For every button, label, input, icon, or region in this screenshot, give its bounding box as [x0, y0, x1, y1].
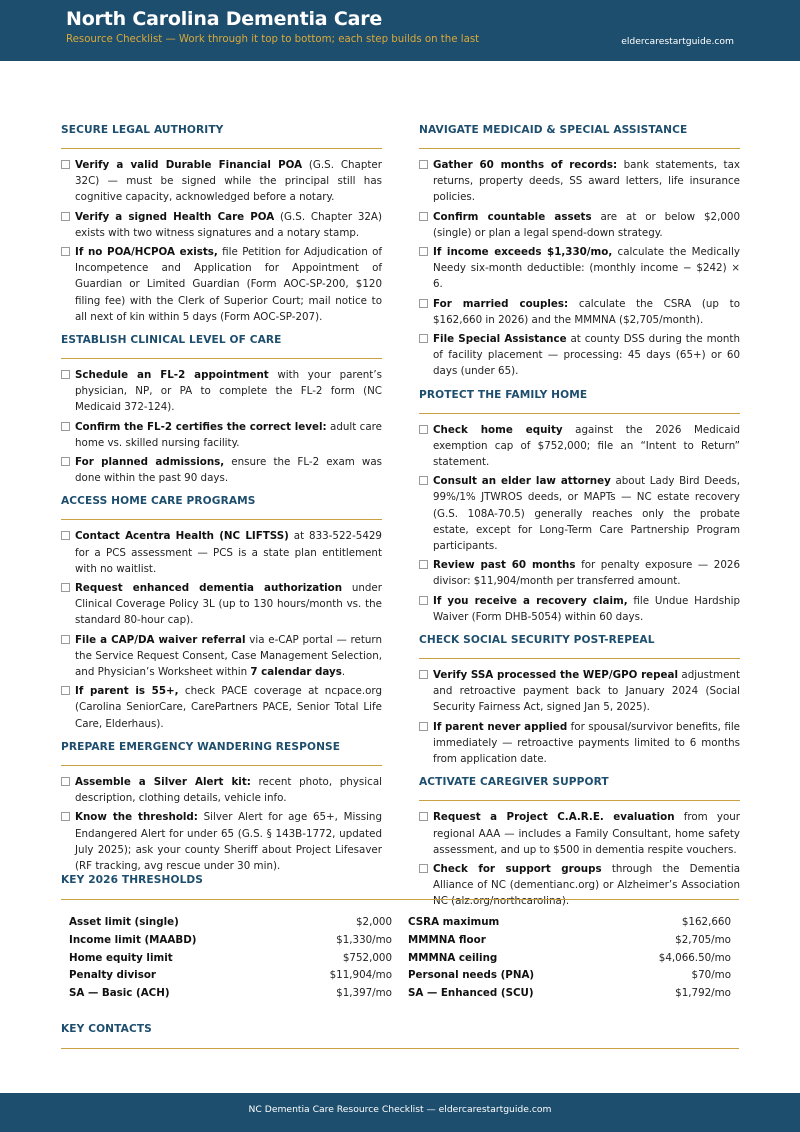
checklist-item [61, 454, 382, 486]
checklist-items [419, 667, 740, 776]
item-text: recent photo, physical description, clothing details, vehicle info. [75, 775, 382, 805]
threshold-row [69, 950, 392, 968]
checkbox[interactable] [61, 686, 70, 695]
threshold-label: CSRA maximum [408, 916, 500, 928]
page-footer [0, 1093, 800, 1132]
checklist-item [61, 580, 382, 629]
checkbox[interactable] [61, 635, 70, 644]
thresholds-left-column [69, 914, 392, 1003]
item-text: ensure the FL-2 exam was done within the past 90 days. [75, 456, 382, 485]
item-heading: Review past 60 months [433, 559, 576, 572]
item-text: from your regional AAA — includes a Family Consultant, home safety assessment, and up to $500 in dementia respite vouchers. [433, 811, 740, 856]
checklist-section [61, 741, 382, 883]
checklist-items [61, 774, 382, 883]
checklist-item [61, 367, 382, 416]
checklist-item [419, 296, 740, 328]
item-text: adult care home vs. skilled nursing facility. [75, 420, 382, 449]
checkbox[interactable] [419, 812, 428, 821]
checklist-items [419, 157, 740, 389]
item-heading: Know the threshold: [75, 811, 198, 824]
thresholds-grid [61, 914, 739, 1003]
checkbox[interactable] [61, 422, 70, 431]
checklist-item [61, 683, 382, 732]
threshold-label: SA — Enhanced (SCU) [408, 987, 534, 1000]
threshold-row [408, 967, 731, 985]
threshold-row [69, 914, 392, 932]
threshold-value: $1,397/mo [336, 987, 392, 1000]
checklist-item [61, 244, 382, 325]
item-heading: Verify a valid Durable Financial POA [75, 159, 303, 171]
item-text: Silver Alert for age 65+, Missing Endangered Alert for under 65 (G.S. § 143B-1772, updated July 2025); ask your county Sheriff about Project Lifesaver (RF tracking, avg rescue under 30 min). [75, 811, 382, 872]
threshold-row [408, 950, 731, 968]
item-heading: Check home equity [433, 423, 563, 436]
checklist-item [61, 209, 382, 241]
item-text: calculate the Medically Needy six-month deductible: (monthly income − $242) × 6. [433, 246, 740, 291]
item-text: (G.S. Chapter 32C) — must be signed while the principal still has cognitive capacity, acknowledged before a notary. [75, 159, 382, 204]
checkbox[interactable] [419, 299, 428, 308]
item-heading: Consult an elder law attorney [433, 475, 611, 488]
item-text: adjustment and retroactive payment back to January 2024 (Social Security Fairness Act, signed Jan 5, 2025). [433, 669, 740, 714]
checklist-item [419, 157, 740, 206]
item-heading: If income exceeds $1,330/mo, [433, 246, 613, 259]
item-text: for penalty exposure — 2026 divisor: $11,904/month per transferred amount. [433, 559, 740, 588]
checklist-section [419, 634, 740, 776]
page-header [0, 0, 800, 61]
checklist-item [419, 473, 740, 554]
item-heading: Request enhanced dementia authorization [75, 582, 343, 595]
checklist-items [61, 528, 382, 740]
checklist-item [419, 593, 740, 625]
checklist-item [61, 528, 382, 577]
checklist-items [61, 157, 382, 334]
section-title: CHECK SOCIAL SECURITY POST-REPEAL [419, 634, 740, 659]
threshold-label: Home equity limit [69, 951, 173, 964]
checkbox[interactable] [419, 864, 428, 873]
threshold-value: $70/mo [691, 969, 731, 982]
item-heading: Request a Project C.A.R.E. evaluation [433, 811, 675, 824]
item-text: calculate the CSRA (up to $162,660 in 2026) and the MMMNA ($2,705/month). [433, 297, 740, 326]
thresholds-right-column [408, 914, 731, 1003]
checklist-item [61, 157, 382, 206]
page-subtitle: Resource Checklist — Work through it top to bottom; each step builds on the last [66, 34, 480, 45]
contacts-section [61, 1023, 739, 1063]
checkbox[interactable] [419, 212, 428, 221]
checklist-items [419, 422, 740, 634]
checklist-item [419, 244, 740, 293]
section-title: NAVIGATE MEDICAID & SPECIAL ASSISTANCE [419, 124, 740, 149]
checkbox[interactable] [419, 560, 428, 569]
item-text: file Petition for Adjudication of Incompetence and Application for Appointment of Guardian or Limited Guardian (Form AOC-SP-200, $120 filing fee) with the Clerk of Superior Court; mail notice to all next of kin within 5 days (Form AOC-SP-207). [75, 246, 382, 323]
item-heading: For planned admissions, [75, 456, 225, 469]
checkbox[interactable] [419, 425, 428, 434]
threshold-value: $11,904/mo [329, 969, 392, 982]
checklist-item [61, 809, 382, 874]
checkbox[interactable] [419, 334, 428, 343]
checkbox[interactable] [61, 583, 70, 592]
footer-text: NC Dementia Care Resource Checklist — eldercarestartguide.com [248, 1104, 552, 1115]
checkbox[interactable] [61, 212, 70, 221]
item-heading: If parent is 55+, [75, 685, 179, 698]
checklist-section [61, 495, 382, 740]
item-heading: Schedule an FL-2 appointment [75, 369, 269, 382]
item-heading: Contact Acentra Health (NC LIFTSS) [75, 530, 289, 543]
item-text: at 833-522-5429 for a PCS assessment — PCS is a state plan entitlement with no waitlist. [75, 530, 382, 575]
contacts-title: KEY CONTACTS [61, 1023, 739, 1049]
threshold-value: $2,000 [355, 916, 392, 928]
checklist-section [419, 389, 740, 634]
section-title: PROTECT THE FAMILY HOME [419, 389, 740, 414]
item-text: for spousal/survivor benefits, file immediately — retroactive payments limited to 6 months from application date. [433, 720, 741, 766]
checkbox[interactable] [419, 722, 428, 731]
checkbox[interactable] [61, 247, 70, 256]
checklist-item [419, 209, 740, 241]
checklist-item [61, 632, 382, 681]
checklist-item [419, 667, 740, 716]
checkbox[interactable] [419, 670, 428, 679]
checklist-item [419, 809, 740, 858]
checkbox[interactable] [61, 812, 70, 821]
threshold-label: MMMNA ceiling [408, 951, 498, 964]
item-text: through the Dementia Alliance of NC (dementianc.org) or Alzheimer’s Association NC (alz.org/northcarolina). [433, 862, 741, 908]
header-site-link[interactable]: eldercarestartguide.com [621, 36, 734, 47]
section-title: SECURE LEGAL AUTHORITY [61, 124, 382, 149]
threshold-value: $2,705/mo [675, 933, 731, 946]
item-text: via e-CAP portal — return the Service Request Consent, Case Management Selection, and Physician’s Worksheet within [75, 633, 382, 679]
threshold-value: $1,330/mo [336, 933, 392, 946]
item-heading: Verify SSA processed the WEP/GPO repeal [433, 669, 678, 682]
item-heading: Verify a signed Health Care POA [75, 210, 275, 223]
item-text-tail: . [341, 666, 346, 679]
threshold-value: $162,660 [681, 916, 731, 928]
item-heading: Check for support groups [433, 862, 602, 875]
left-column [61, 124, 382, 883]
threshold-value: $752,000 [342, 951, 392, 964]
checklist-item [419, 719, 740, 768]
item-text: check PACE coverage at ncpace.org (Carolina SeniorCare, CarePartners PACE, Senior Total Life Care, Elderhaus). [75, 685, 382, 730]
threshold-label: MMMNA floor [408, 933, 486, 946]
item-heading: Assemble a Silver Alert kit: [75, 775, 251, 788]
item-text: bank statements, tax returns, property deeds, SS award letters, life insurance policies. [433, 159, 741, 204]
threshold-row [69, 967, 392, 985]
threshold-row [408, 985, 731, 1003]
right-column [419, 124, 740, 919]
threshold-label: Income limit (MAABD) [69, 933, 197, 946]
checkbox[interactable] [419, 160, 428, 169]
section-title: ESTABLISH CLINICAL LEVEL OF CARE [61, 334, 382, 359]
item-text: against the 2026 Medicaid exemption cap of $752,000; file an “Intent to Return” statement. [433, 423, 740, 469]
item-heading: If no POA/HCPOA exists, [75, 246, 218, 259]
thresholds-title: KEY 2026 THRESHOLDS [61, 874, 739, 900]
checklist-item [61, 774, 382, 806]
checklist-item [419, 557, 740, 589]
item-heading: If you receive a recovery claim, [433, 594, 628, 607]
item-text: are at or below $2,000 (single) or plan a legal spend-down strategy. [433, 210, 740, 239]
item-text: about Lady Bird Deeds, 99%/1% JTWROS deeds, or MAPTs — NC estate recovery (G.S. 108A-70.5) generally reaches only the probate estate, except for Long-Term Care Partnership Program participants. [433, 475, 740, 553]
section-title: PREPARE EMERGENCY WANDERING RESPONSE [61, 741, 382, 766]
item-heading: For married couples: [433, 297, 569, 310]
item-text: under Clinical Coverage Policy 3L (up to 130 hours/month vs. the standard 80-hour cap). [75, 582, 382, 627]
threshold-value: $4,066.50/mo [658, 951, 731, 964]
item-heading: Gather 60 months of records: [433, 159, 618, 171]
checklist-section [61, 124, 382, 334]
item-heading: Confirm countable assets [433, 210, 592, 223]
item-text: at county DSS during the month of facility placement — processing: 45 days (65+) or 60 days (under 65). [433, 333, 740, 378]
item-heading: File Special Assistance [433, 333, 567, 346]
checkbox[interactable] [419, 596, 428, 605]
threshold-label: Personal needs (PNA) [408, 969, 535, 982]
checkbox[interactable] [419, 247, 428, 256]
checkbox[interactable] [61, 370, 70, 379]
threshold-label: SA — Basic (ACH) [69, 987, 170, 1000]
checkbox[interactable] [61, 777, 70, 786]
threshold-row [408, 914, 731, 932]
checklist-item [61, 419, 382, 451]
section-title: ACTIVATE CAREGIVER SUPPORT [419, 776, 740, 801]
checkbox[interactable] [61, 160, 70, 169]
item-heading: File a CAP/DA waiver referral [75, 633, 246, 646]
threshold-label: Asset limit (single) [69, 916, 179, 928]
checklist-section [419, 124, 740, 389]
item-text: file Undue Hardship Waiver (Form DHB-5054) within 60 days. [433, 594, 740, 623]
item-heading: If parent never applied [433, 720, 568, 733]
threshold-label: Penalty divisor [69, 969, 156, 982]
threshold-value: $1,792/mo [675, 987, 731, 1000]
section-title: ACCESS HOME CARE PROGRAMS [61, 495, 382, 520]
item-heading: Confirm the FL-2 certifies the correct level: [75, 420, 327, 433]
threshold-row [408, 932, 731, 950]
checkbox[interactable] [61, 457, 70, 466]
checkbox[interactable] [61, 531, 70, 540]
item-text: with your parent’s physician, NP, or PA to complete the FL-2 form (NC Medicaid 372-124). [75, 369, 382, 414]
checklist-item [419, 422, 740, 471]
checklist-item [419, 331, 740, 380]
checklist-section [61, 334, 382, 495]
threshold-row [69, 985, 392, 1003]
checklist-items [61, 367, 382, 495]
page-title: North Carolina Dementia Care [66, 8, 383, 30]
item-text: (G.S. Chapter 32A) exists with two witness signatures and a notary stamp. [75, 210, 382, 239]
thresholds-section [61, 874, 739, 1003]
threshold-row [69, 932, 392, 950]
checkbox[interactable] [419, 476, 428, 485]
item-emphasis: 7 calendar days [250, 666, 342, 679]
